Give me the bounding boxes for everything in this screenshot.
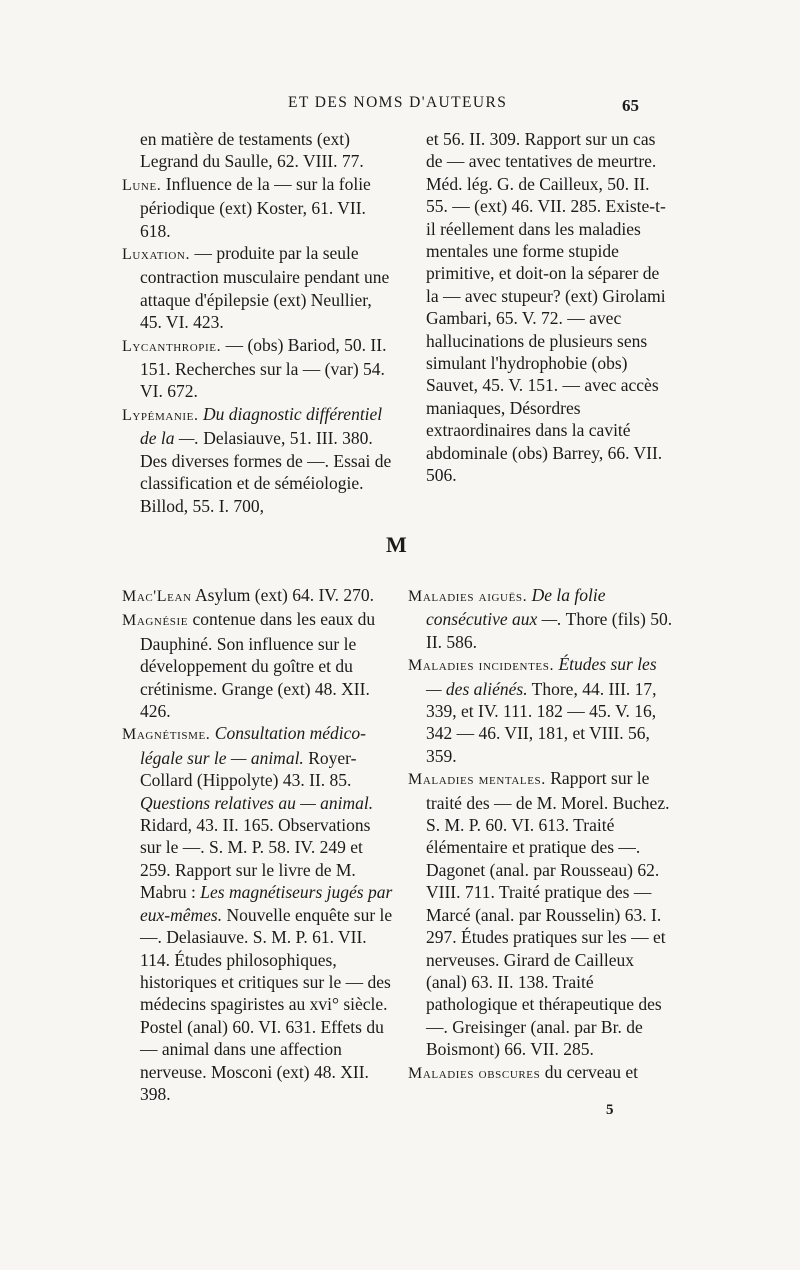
entry-text: Asylum (ext) 64. IV. 270.: [195, 585, 375, 605]
continuation-text: en matière de testaments (ext) Legrand du Saulle, 62. VIII. 77.: [140, 129, 364, 172]
entry-text: Influence de la — sur la folie périodique (ext) Koster, 61. VII. 618.: [140, 173, 371, 241]
headword: Lune.: [122, 176, 162, 194]
entry-text: Ridard, 43. II. 165. Observations sur le —. S. M. P. 58. IV. 249 et 259. Rapport sur le livre de M. Mabru :: [140, 815, 371, 903]
headword: Maladies mentales.: [408, 771, 546, 789]
index-entry-maladies-obscures: [408, 1061, 674, 1085]
index-entry-maladies-aigues: [408, 584, 674, 653]
index-entry-lune: [122, 173, 394, 242]
entry-text: — produite par la seule contraction musculaire pendant une attaque d'épilepsie (ext) Neullier, 45. VI. 423.: [140, 243, 390, 333]
running-head: ET DES NOMS D'AUTEURS: [288, 94, 508, 111]
page-number: 65: [622, 96, 639, 115]
entry-italic: De la folie consécutive aux —.: [426, 585, 606, 630]
signature-mark: 5: [606, 1102, 614, 1118]
entry-text: du cerveau et: [544, 1061, 638, 1082]
headword: Maladies incidentes.: [408, 657, 555, 675]
index-entry-magnetisme: [122, 722, 394, 1105]
entry-italic: Questions relatives au — animal.: [140, 792, 374, 813]
entry-text: Nouvelle enquête sur le —. Delasiauve. S. M. P. 61. VII. 114. Études philosophiques, historiques et critiques sur le — des médecins spagiristes au xvi° siècle. Postel (anal) 60. VI. 631. Effets du — animal dans une affection nerveuse. Mosconi (ext) 48. XII. 398.: [140, 904, 393, 1104]
entry-text: Thore (fils) 50. II. 586.: [426, 609, 673, 652]
column-bottom-right: [408, 584, 674, 1085]
index-entry-maclean: [122, 584, 394, 608]
column-bottom-left: [122, 584, 394, 1105]
entry-text: Delasiauve, 51. III. 380. Des diverses formes de —. Essai de classification et de séméiologie. Billod, 55. I. 700,: [140, 428, 392, 516]
entry-text: contenue dans les eaux du Dauphiné. Son influence sur le développement du goître et du crétinisme. Grange (ext) 48. XII. 426.: [140, 609, 376, 722]
entry-italic: Les magnétiseurs jugés par eux-mêmes.: [140, 882, 393, 925]
headword: Magnésie: [122, 612, 189, 630]
headword: Lypémanie.: [122, 406, 199, 424]
headword: Lycanthropie.: [122, 337, 222, 355]
headword: Magnétisme.: [122, 726, 211, 744]
entry-text: Thore, 44. III. 17, 339, et IV. 111. 182 — 45. V. 16, 342 — 46. VII, 181, et VIII. 56, 359.: [426, 678, 657, 766]
entry-text: Royer-Collard (Hippolyte) 43. II. 85.: [140, 747, 357, 791]
index-entry-lypemanie: [122, 403, 394, 517]
headword: Maladies obscures: [408, 1064, 541, 1082]
index-entry-maladies-mentales: [408, 767, 674, 1060]
index-entry-magnesie: [122, 608, 394, 722]
column-top-left: [122, 128, 394, 517]
continuation-text: et 56. II. 309. Rapport sur un cas de — avec tentatives de meurtre. Méd. lég. G. de Cailleux, 50. II. 55. — (ext) 46. VII. 285. Existe-t-il réellement dans les maladies mentales une forme stupide primitive, et doit-on la séparer de la — avec stupeur? (ext) Girolami Gambari, 65. V. 72. — avec hallucinations de plusieurs sens simulant l'hydrophobie (obs) Sauvet, 45. V. 151. — avec accès maniaques, Désordres extraordinaires dans la cavité abdominale (obs) Barrey, 66. VII. 506.: [426, 129, 666, 486]
headword: Luxation.: [122, 246, 191, 264]
entry-text: Rapport sur le traité des — de M. Morel. Buchez. S. M. P. 60. VI. 613. Traité élémentaire et pratique des —. Dagonet (anal. par Rousseau) 62. VIII. 711. Traité pratique des — Marcé (anal. par Rousselin) 63. I. 297. Études pratiques sur les — et nerveuses. Girard de Cailleux (anal) 63. II. 138. Traité pathologique et thérapeutique des —. Greisinger (anal. par Br. de Boismont) 66. VII. 285.: [426, 768, 670, 1060]
column-top-right: [408, 128, 674, 487]
entry-italic: Études sur les — des aliénés.: [426, 654, 657, 699]
index-entry-luxation: [122, 242, 394, 334]
index-entry-maladies-incidentes: [408, 653, 674, 767]
headword: Mac'Lean: [122, 588, 192, 605]
entry-italic: Du diagnostic différentiel de la —.: [140, 403, 383, 449]
headword: Maladies aiguës.: [408, 588, 528, 605]
index-entry-lycanthropie: [122, 334, 394, 403]
entry-italic: Consultation médico-légale sur le — animal.: [140, 723, 366, 768]
section-letter: M: [386, 532, 407, 557]
entry-text: — (obs) Bariod, 50. II. 151. Recherches sur la — (var) 54. VI. 672.: [140, 334, 387, 402]
